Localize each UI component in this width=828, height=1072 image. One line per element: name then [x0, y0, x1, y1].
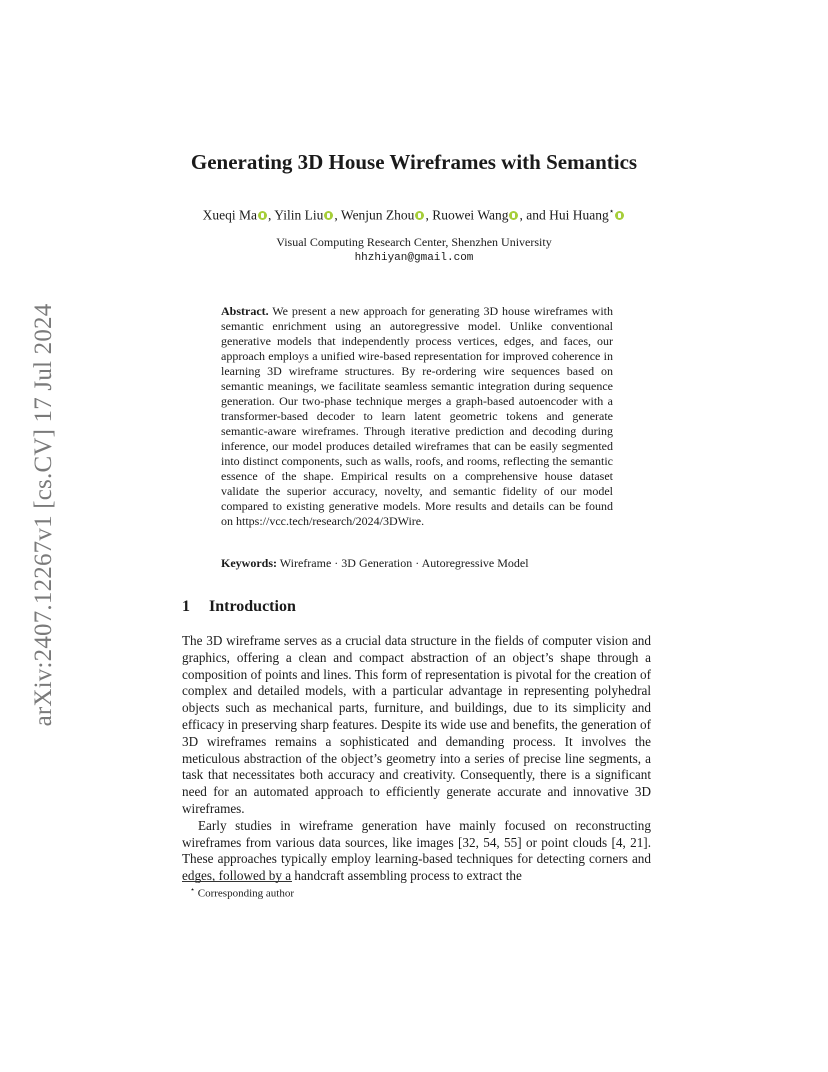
arxiv-identifier[interactable]: arXiv:2407.12267v1 [cs.CV] 17 Jul 2024	[30, 303, 57, 727]
section-heading	[182, 598, 296, 616]
orcid-icon[interactable]	[324, 211, 333, 220]
orcid-icon[interactable]	[509, 211, 518, 220]
paragraph: The 3D wireframe serves as a crucial data structure in the fields of computer vision and graphics, offering a clean and compact abstraction of an object’s shape through a composition of points and lines. This form of representation is pivotal for the creation of complex and detailed models, with a particular advantage in representing polyhedral objects such as mechanical parts, furniture, and buildings, due to its simplicity and efficacy in preserving sharp features. Despite its wide use and benefits, the generation of 3D wireframes remains a sophisticated and demanding process. It involves the meticulous abstraction of the object’s geometry into a series of precise line segments, a task that necessitates both accuracy and creativity. Consequently, there is a significant need for an automated approach to efficiently generate accurate and innovative 3D wireframes.	[182, 633, 651, 816]
keywords-label: Keywords:	[221, 556, 277, 570]
arxiv-identifier-stamp	[24, 295, 64, 735]
corresponding-author-mark: ⋆	[608, 206, 615, 216]
keywords-text: Wireframe · 3D Generation · Autoregressive Model	[279, 556, 529, 570]
author-separator: , and	[519, 207, 550, 223]
footnote-divider	[182, 881, 292, 882]
abstract	[221, 304, 613, 529]
paragraph: Early studies in wireframe generation have mainly focused on reconstructing wireframes from various data sources, like images [32, 54, 55] or point clouds [4, 21]. These approaches typically employ learning-based techniques for detecting corners and edges, followed by a handcraft assembling process to extract the	[182, 817, 651, 884]
footnote	[190, 885, 294, 900]
section-number: 1	[182, 598, 190, 615]
author-separator: ,	[334, 207, 341, 223]
author-name: Yilin Liu	[274, 207, 324, 223]
author-name: Xueqi Ma	[202, 207, 257, 223]
author-list	[0, 206, 828, 224]
author-separator: ,	[268, 207, 275, 223]
orcid-icon[interactable]	[258, 211, 267, 220]
abstract-text: We present a new approach for generating 3D house wireframes with semantic enrichment using an autoregressive model. Unlike conventional generative models that independently process vertices, edges, and faces, our approach employs a unified wire-based representation for improved coherence in learning 3D wireframe structures. By re-ordering wire sequences based on semantic meanings, we facilitate seamless semantic integration during sequence generation. Our two-phase technique merges a graph-based autoencoder with a transformer-based decoder to learn latent geometric tokens and generate semantic-aware wireframes. Through iterative prediction and decoding during inference, our model produces detailed wireframes that can be easily segmented into distinct components, such as walls, roofs, and rooms, reflecting the semantic essence of the shape. Empirical results on a comprehensive house dataset validate the superior accuracy, novelty, and semantic fidelity of our model compared to existing generative models. More results and details can be found on https://vcc.tech/research/2024/3DWire.	[221, 304, 613, 528]
orcid-icon[interactable]	[415, 211, 424, 220]
footnote-text: Corresponding author	[197, 887, 294, 900]
author-name: Hui Huang	[549, 207, 609, 223]
author-separator: ,	[425, 207, 433, 223]
keywords	[221, 556, 613, 571]
author-email[interactable]: hhzhiyan@gmail.com	[354, 252, 474, 264]
abstract-label: Abstract.	[221, 304, 269, 318]
author-name: Wenjun Zhou	[340, 207, 415, 223]
footnote-mark: ⋆	[190, 885, 196, 894]
body-text	[182, 633, 651, 885]
affiliation: Visual Computing Research Center, Shenzhen University	[276, 235, 552, 249]
orcid-icon[interactable]	[615, 211, 624, 220]
paper-title: Generating 3D House Wireframes with Semantics	[190, 150, 638, 174]
author-name: Ruowei Wang	[432, 207, 509, 223]
section-title: Introduction	[209, 598, 296, 615]
affiliation-block	[0, 234, 828, 266]
